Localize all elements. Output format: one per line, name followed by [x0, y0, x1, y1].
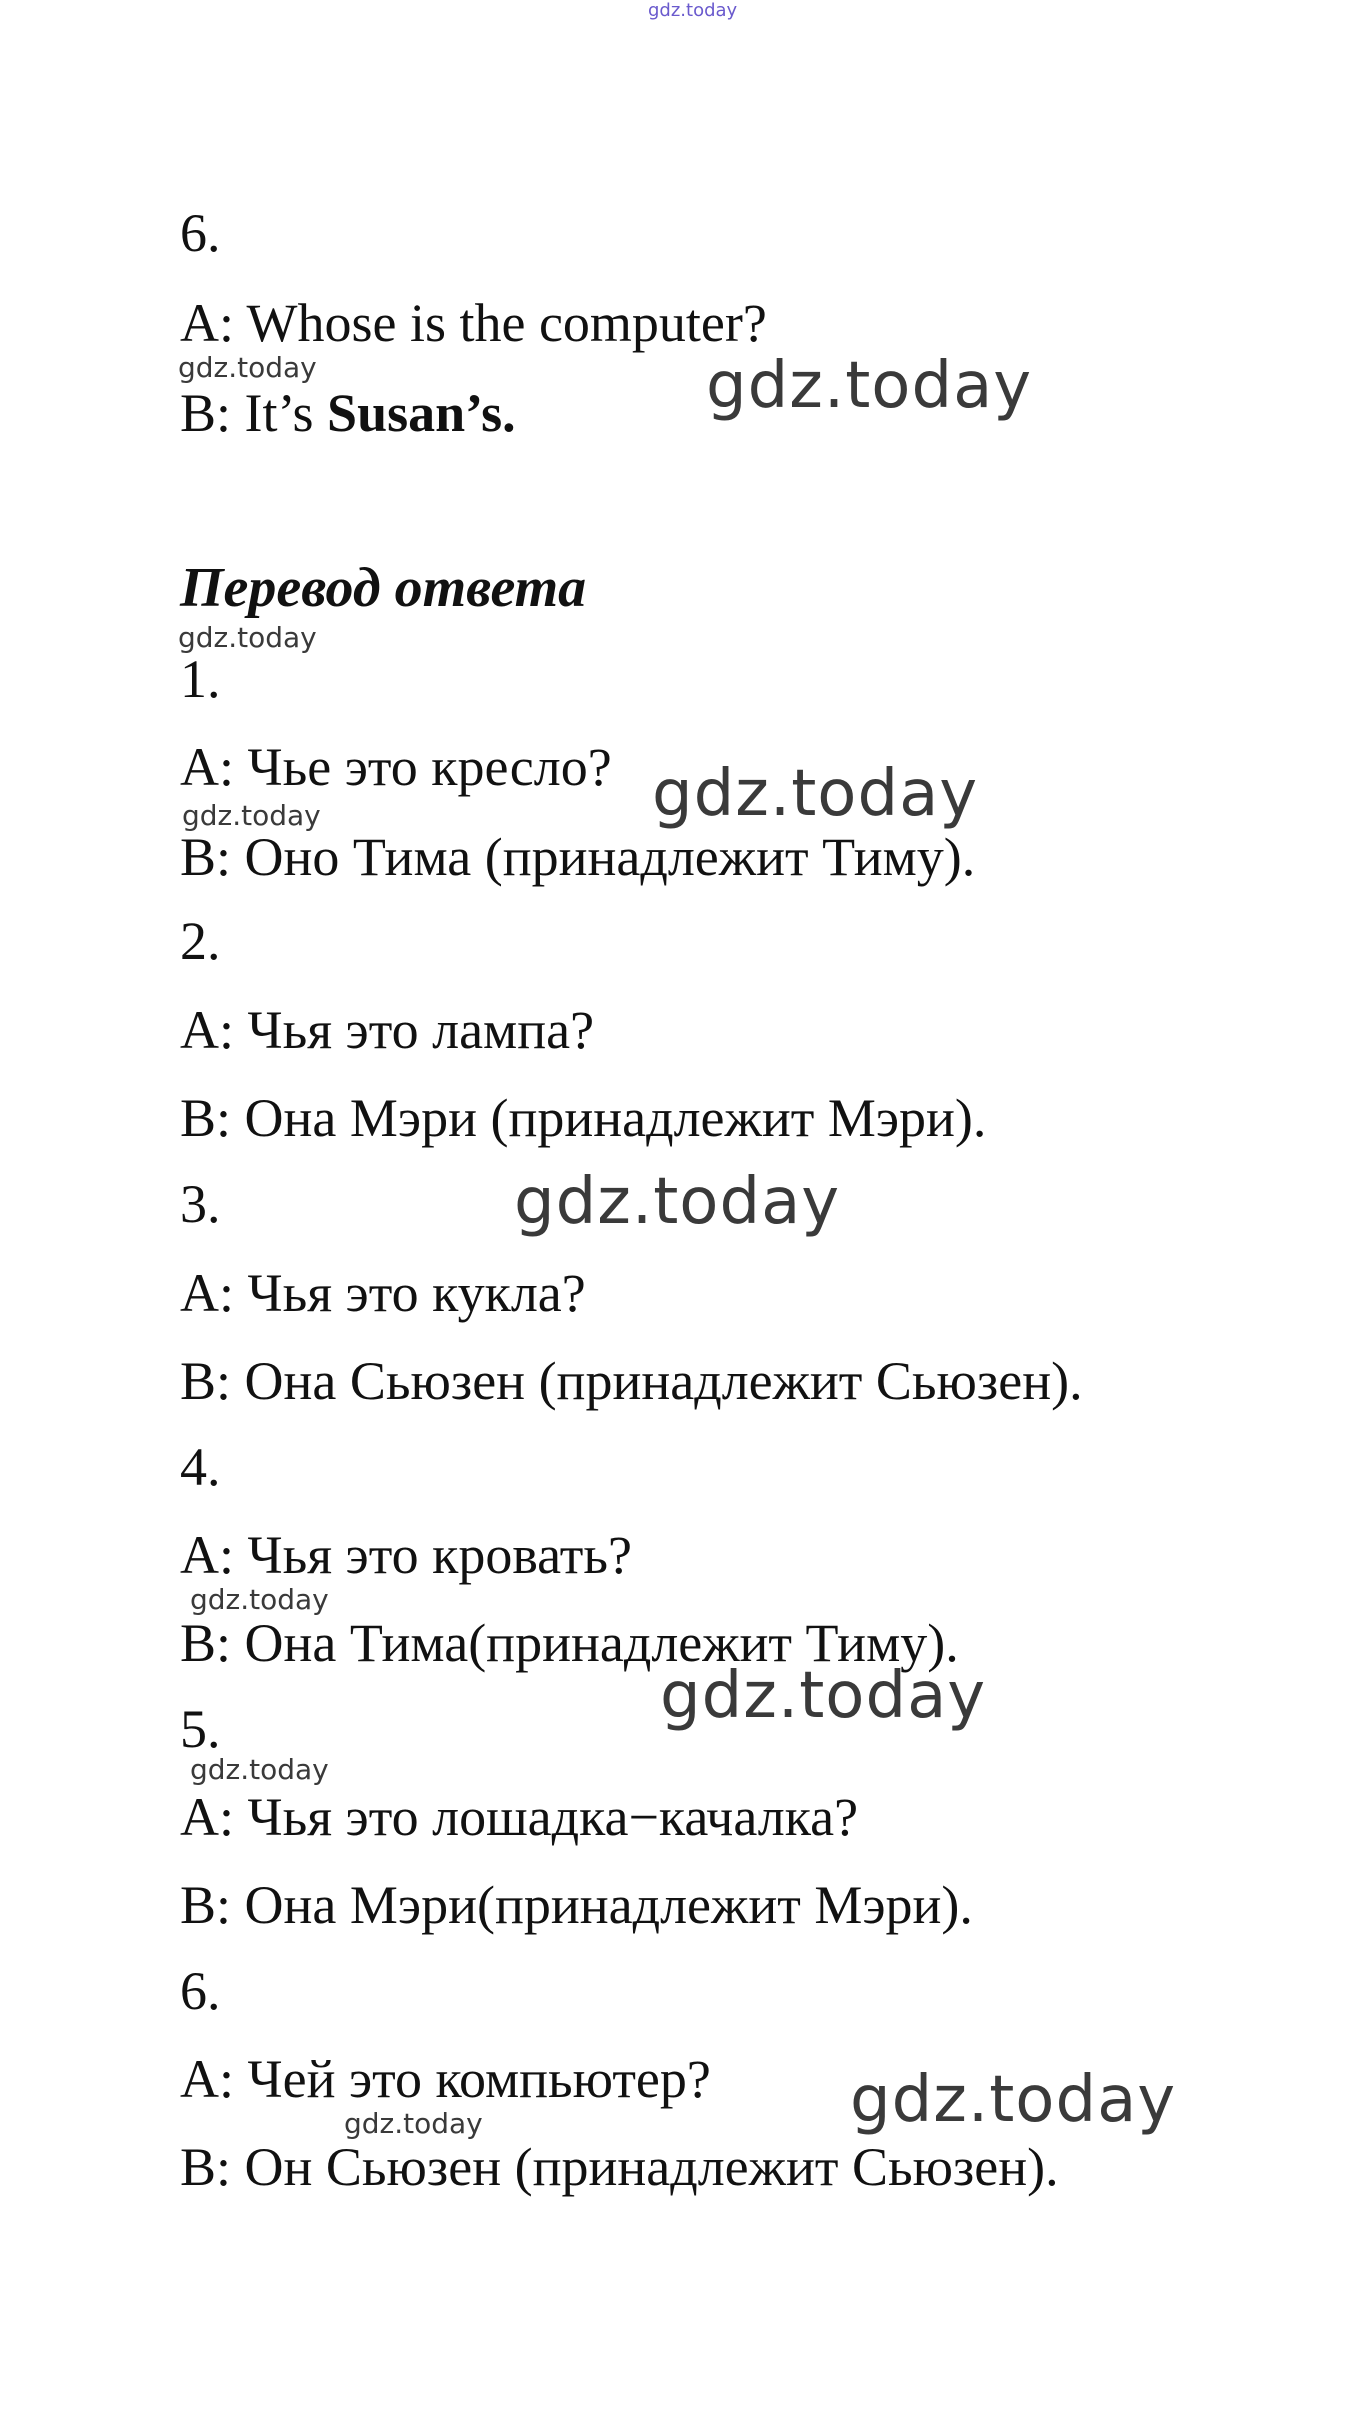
item-number: 4.: [180, 1437, 221, 1497]
watermark-large: gdz.today: [660, 1659, 987, 1733]
watermark-large: gdz.today: [706, 349, 1033, 423]
item-number: 2.: [180, 911, 221, 971]
item-number: 5.: [180, 1699, 221, 1759]
watermark-small: gdz.today: [178, 621, 317, 654]
watermark-small: gdz.today: [344, 2107, 483, 2140]
dialogue-line-a: A: Чья это кровать?: [180, 1525, 632, 1585]
dialogue-line-b: B: Она Мэри(принадлежит Мэри).: [180, 1875, 973, 1935]
watermark-large: gdz.today: [652, 757, 979, 831]
dialogue-line-b: B: Она Тима(принадлежит Тиму).: [180, 1613, 959, 1673]
dialogue-line-b: B: Она Мэри (принадлежит Мэри).: [180, 1088, 987, 1148]
dialogue-line-a: A: Чья это лампа?: [180, 1000, 595, 1060]
dialogue-line-a: A: Чья это кукла?: [180, 1263, 586, 1323]
dialogue-line-b: B: Он Сьюзен (принадлежит Сьюзен).: [180, 2137, 1059, 2197]
watermark-top: gdz.today: [648, 0, 738, 21]
dialogue-line-b: B: Она Сьюзен (принадлежит Сьюзен).: [180, 1351, 1083, 1411]
dialogue-line-a: A: Чья это лошадка−качалка?: [180, 1787, 859, 1847]
watermark-large: gdz.today: [514, 1165, 841, 1239]
dialogue-line-b-prefix: B: It’s: [180, 383, 328, 443]
watermark-small: gdz.today: [190, 1583, 329, 1616]
exercise-number: 6.: [180, 203, 221, 263]
dialogue-line-b: [180, 383, 516, 443]
watermark-small: gdz.today: [190, 1753, 329, 1786]
dialogue-line-a: A: Чей это компьютер?: [180, 2049, 711, 2109]
watermark-large: gdz.today: [850, 2063, 1177, 2137]
dialogue-line-b: B: Оно Тима (принадлежит Тиму).: [180, 827, 976, 887]
item-number: 6.: [180, 1961, 221, 2021]
translation-heading: Перевод ответа: [180, 557, 587, 619]
item-number: 1.: [180, 649, 221, 709]
dialogue-line-b-answer: Susan’s.: [327, 383, 516, 443]
dialogue-line-a: A: Whose is the computer?: [180, 293, 767, 353]
watermark-small: gdz.today: [178, 351, 317, 384]
item-number: 3.: [180, 1174, 221, 1234]
dialogue-line-a: A: Чье это кресло?: [180, 737, 612, 797]
watermark-small: gdz.today: [182, 799, 321, 832]
